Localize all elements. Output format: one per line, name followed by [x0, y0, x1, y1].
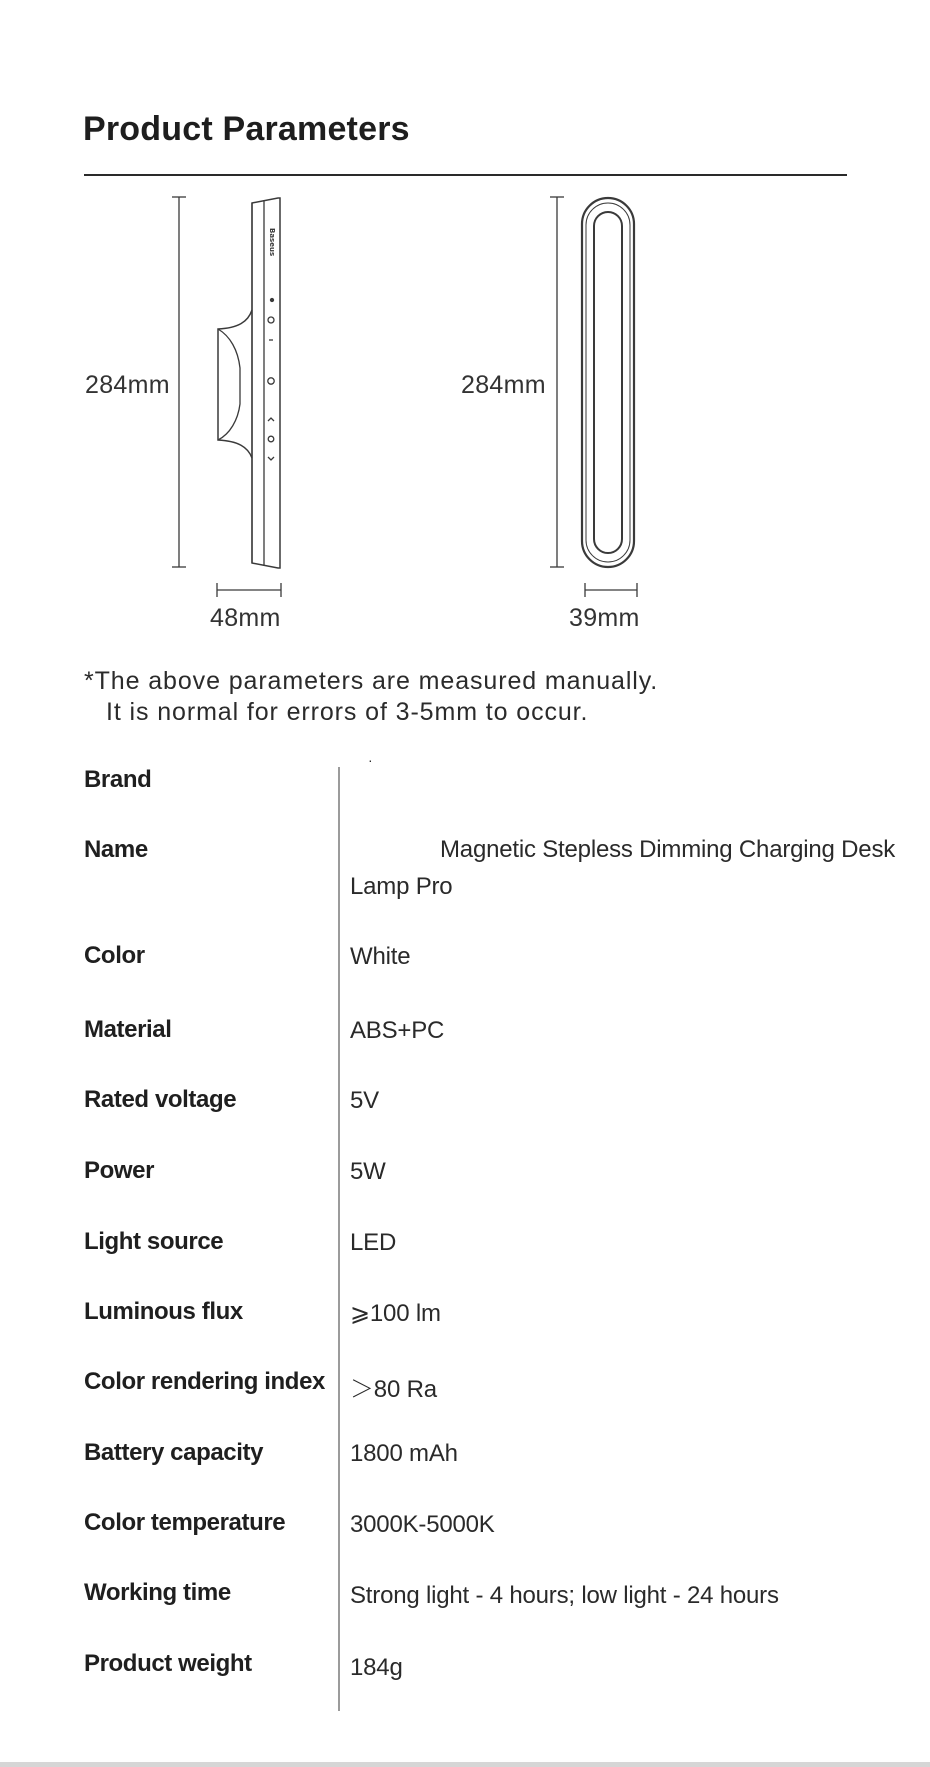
spec-label-product-weight: Product weight: [84, 1650, 252, 1677]
page-title: Product Parameters: [83, 110, 410, 148]
side-width-label: 48mm: [210, 604, 281, 632]
side-logo-text: Baseus: [268, 228, 276, 257]
spec-label-rated-voltage: Rated voltage: [84, 1086, 237, 1113]
spec-value-working-time: Strong light - 4 hours; low light - 24 hours: [350, 1582, 779, 1609]
spec-value-material: ABS+PC: [350, 1017, 445, 1044]
spec-label-color-temperature: Color temperature: [84, 1509, 286, 1536]
spec-label-working-time: Working time: [84, 1579, 231, 1606]
spec-value-battery-capacity: 1800 mAh: [350, 1440, 458, 1467]
spec-value-color-rendering-index: ＞80 Ra: [350, 1376, 437, 1403]
spec-value-light-source: LED: [350, 1229, 397, 1256]
spec-label-material: Material: [84, 1016, 172, 1043]
spec-table-divider: [338, 767, 340, 1711]
front-height-label: 284mm: [461, 371, 546, 399]
footer-band: [0, 1762, 930, 1767]
spec-value-power: 5W: [350, 1158, 386, 1185]
spec-label-power: Power: [84, 1157, 155, 1184]
spec-value-product-weight: 184g: [350, 1654, 403, 1681]
spec-value-name-line-1: Magnetic Stepless Dimming Charging Desk: [440, 836, 896, 863]
spec-label-color-rendering-index: Color rendering index: [84, 1368, 325, 1395]
spec-label-brand: Brand: [84, 766, 152, 793]
spec-label-luminous-flux: Luminous flux: [84, 1298, 243, 1325]
spec-value-brand: ·: [368, 752, 373, 768]
note-line-2: It is normal for errors of 3-5mm to occur.: [106, 698, 589, 726]
spec-value-color: White: [350, 943, 411, 970]
spec-value-rated-voltage: 5V: [350, 1087, 379, 1114]
side-height-label: 284mm: [85, 371, 170, 399]
spec-label-light-source: Light source: [84, 1228, 224, 1255]
front-width-label: 39mm: [569, 604, 640, 632]
spec-label-color: Color: [84, 942, 145, 969]
note-line-1: *The above parameters are measured manually.: [84, 667, 659, 695]
spec-value-name: [350, 831, 930, 905]
spec-value-color-temperature: 3000K-5000K: [350, 1511, 495, 1538]
spec-label-battery-capacity: Battery capacity: [84, 1439, 264, 1466]
spec-value-luminous-flux: ⩾100 lm: [350, 1300, 441, 1327]
spec-value-name-line-2: Lamp Pro: [350, 873, 453, 900]
spec-label-name: Name: [84, 836, 148, 863]
